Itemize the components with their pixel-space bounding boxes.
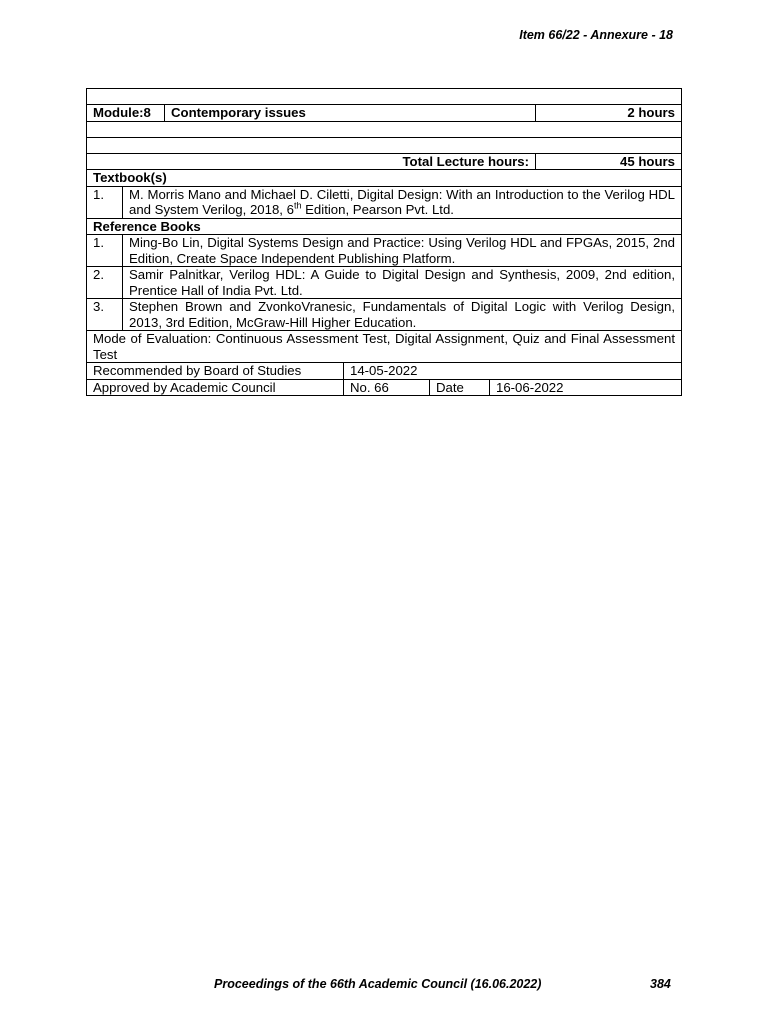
total-hours-label: Total Lecture hours: <box>402 153 529 169</box>
reference-number: 1. <box>93 235 104 250</box>
total-hours-row <box>87 153 681 170</box>
reference-number: 3. <box>93 299 104 314</box>
textbook-text-end: Edition, Pearson Pvt. Ltd. <box>301 202 454 217</box>
total-hours-value: 45 hours <box>535 154 681 170</box>
board-row <box>87 362 681 379</box>
council-label: Approved by Academic Council <box>93 379 276 395</box>
references-heading: Reference Books <box>93 218 201 234</box>
reference-number: 2. <box>93 267 104 282</box>
textbook-number: 1. <box>93 186 104 202</box>
empty-row <box>87 137 681 153</box>
evaluation-row <box>87 330 681 362</box>
empty-row <box>87 121 681 137</box>
textbook-text-sup: th <box>293 200 302 211</box>
module-title: Contemporary issues <box>164 105 535 121</box>
council-date: 16-06-2022 <box>489 380 681 396</box>
evaluation-text: Mode of Evaluation: Continuous Assessment Test, Digital Assignment, Quiz and Final Assessment Test <box>93 331 675 362</box>
references-heading-row <box>87 218 681 235</box>
textbook-text <box>122 187 681 218</box>
module-hours: 2 hours <box>535 105 681 121</box>
textbook-item <box>87 186 681 218</box>
council-row <box>87 379 681 396</box>
reference-text: Stephen Brown and ZvonkoVranesic, Fundamentals of Digital Logic with Verilog Design, 2013, 3rd Edition, McGraw-Hill Higher Education. <box>122 299 681 330</box>
reference-text: Samir Palnitkar, Verilog HDL: A Guide to Digital Design and Synthesis, 2009, 2nd edition, Prentice Hall of India Pvt. Ltd. <box>122 267 681 298</box>
page-number: 384 <box>650 977 671 991</box>
page-footer: Proceedings of the 66th Academic Council (16.06.2022) <box>214 977 542 991</box>
reference-item <box>87 298 681 330</box>
module-row <box>87 104 681 121</box>
board-date: 14-05-2022 <box>343 363 681 379</box>
reference-item <box>87 234 681 266</box>
textbooks-heading: Textbook(s) <box>93 170 167 185</box>
textbooks-heading-row <box>87 169 681 186</box>
council-number: No. 66 <box>343 380 429 396</box>
page-header: Item 66/22 - Annexure - 18 <box>519 28 673 42</box>
module-label: Module:8 <box>93 105 151 120</box>
syllabus-table <box>86 88 682 396</box>
textbook-text-main: M. Morris Mano and Michael D. Ciletti, Digital Design: With an Introduction to the Verilog HDL and System Verilog, 2018, 6 <box>129 186 675 217</box>
reference-text: Ming-Bo Lin, Digital Systems Design and Practice: Using Verilog HDL and FPGAs, 2015, 2nd Edition, Create Space Independent Publishing Platform. <box>122 235 681 266</box>
reference-item <box>87 266 681 298</box>
board-label: Recommended by Board of Studies <box>93 363 302 378</box>
council-date-label: Date <box>429 380 489 396</box>
empty-row <box>87 89 681 104</box>
